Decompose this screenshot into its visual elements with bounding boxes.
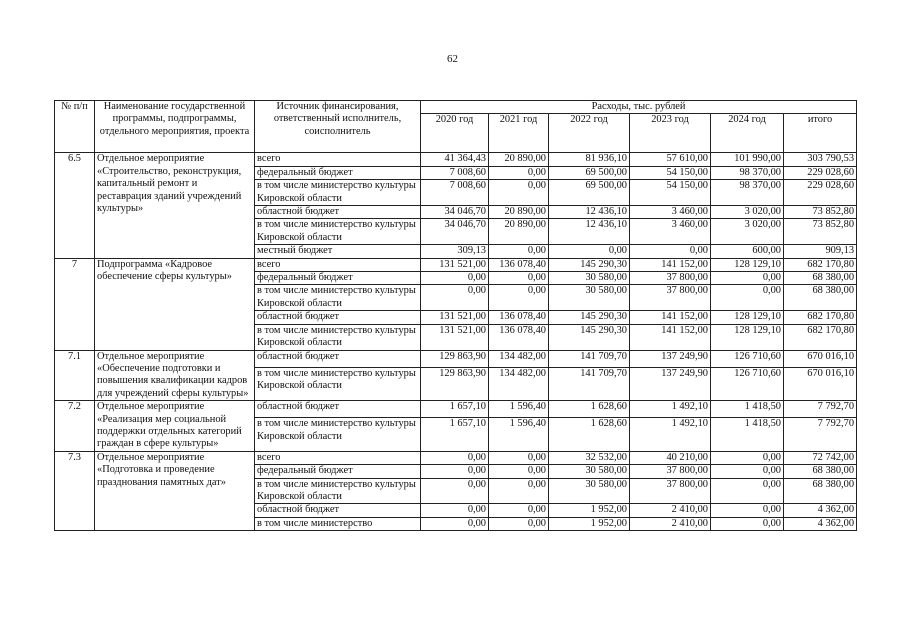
amount-cell: 134 482,00 [489, 367, 549, 400]
amount-cell: 0,00 [630, 245, 711, 258]
amount-cell: 37 800,00 [630, 465, 711, 478]
amount-cell: 141 709,70 [549, 367, 630, 400]
amount-cell: 141 709,70 [549, 350, 630, 367]
amount-cell: 0,00 [549, 245, 630, 258]
funding-source: всего [255, 153, 421, 166]
amount-cell: 0,00 [489, 517, 549, 530]
amount-cell: 37 800,00 [630, 478, 711, 504]
total-cell: 73 852,80 [784, 219, 857, 245]
amount-cell: 57 610,00 [630, 153, 711, 166]
amount-cell: 0,00 [421, 478, 489, 504]
amount-cell: 0,00 [421, 517, 489, 530]
table-row [55, 401, 857, 418]
funding-source: федеральный бюджет [255, 272, 421, 285]
amount-cell: 126 710,60 [711, 350, 784, 367]
budget-table [54, 100, 857, 531]
funding-source: областной бюджет [255, 350, 421, 367]
funding-source: всего [255, 451, 421, 464]
total-cell: 229 028,60 [784, 166, 857, 179]
total-cell: 670 016,10 [784, 367, 857, 400]
total-cell: 73 852,80 [784, 206, 857, 219]
amount-cell: 0,00 [489, 465, 549, 478]
amount-cell: 0,00 [489, 180, 549, 206]
table-row [55, 258, 857, 271]
total-cell: 682 170,80 [784, 324, 857, 350]
amount-cell: 69 500,00 [549, 166, 630, 179]
amount-cell: 0,00 [711, 517, 784, 530]
amount-cell: 2 410,00 [630, 504, 711, 517]
amount-cell: 1 657,10 [421, 401, 489, 418]
amount-cell: 7 008,60 [421, 166, 489, 179]
amount-cell: 98 370,00 [711, 180, 784, 206]
amount-cell: 129 863,90 [421, 350, 489, 367]
amount-cell: 145 290,30 [549, 311, 630, 324]
amount-cell: 1 596,40 [489, 418, 549, 451]
amount-cell: 128 129,10 [711, 258, 784, 271]
header-num: № п/п [55, 101, 95, 153]
amount-cell: 34 046,70 [421, 206, 489, 219]
total-cell: 4 362,00 [784, 517, 857, 530]
amount-cell: 0,00 [711, 504, 784, 517]
amount-cell: 1 418,50 [711, 418, 784, 451]
amount-cell: 136 078,40 [489, 258, 549, 271]
amount-cell: 129 863,90 [421, 367, 489, 400]
amount-cell: 136 078,40 [489, 311, 549, 324]
amount-cell: 0,00 [711, 451, 784, 464]
header-expenses: Расходы, тыс. рублей [421, 101, 857, 114]
amount-cell: 1 657,10 [421, 418, 489, 451]
amount-cell: 30 580,00 [549, 285, 630, 311]
amount-cell: 309,13 [421, 245, 489, 258]
amount-cell: 0,00 [421, 272, 489, 285]
amount-cell: 145 290,30 [549, 258, 630, 271]
amount-cell: 37 800,00 [630, 285, 711, 311]
page-number: 62 [447, 53, 458, 65]
row-number: 7.2 [55, 401, 95, 452]
row-number: 7.3 [55, 451, 95, 530]
total-cell: 682 170,80 [784, 311, 857, 324]
header-source: Источник финансирования, ответственный исполнитель, соисполнитель [255, 101, 421, 153]
amount-cell: 0,00 [421, 451, 489, 464]
amount-cell: 0,00 [421, 465, 489, 478]
header-year: 2021 год [489, 114, 549, 153]
measure-name: Отдельное мероприятие «Реализация мер социальной поддержки отдельных категорий граждан в сфере культуры» [95, 401, 255, 452]
total-cell: 68 380,00 [784, 272, 857, 285]
measure-name: Отдельное мероприятие «Обеспечение подготовки и повышения квалификации кадров для учреждений сферы культуры» [95, 350, 255, 401]
funding-source: федеральный бюджет [255, 465, 421, 478]
total-cell: 7 792,70 [784, 401, 857, 418]
amount-cell: 134 482,00 [489, 350, 549, 367]
funding-source: областной бюджет [255, 401, 421, 418]
header-year: 2020 год [421, 114, 489, 153]
amount-cell: 137 249,90 [630, 367, 711, 400]
row-number: 6.5 [55, 153, 95, 258]
amount-cell: 1 492,10 [630, 401, 711, 418]
amount-cell: 141 152,00 [630, 311, 711, 324]
amount-cell: 7 008,60 [421, 180, 489, 206]
amount-cell: 128 129,10 [711, 324, 784, 350]
amount-cell: 20 890,00 [489, 219, 549, 245]
amount-cell: 34 046,70 [421, 219, 489, 245]
amount-cell: 0,00 [489, 451, 549, 464]
table-row [55, 153, 857, 166]
funding-source: областной бюджет [255, 504, 421, 517]
total-cell: 72 742,00 [784, 451, 857, 464]
funding-source: в том числе министерство культуры Кировской области [255, 367, 421, 400]
table-row [55, 451, 857, 464]
table-body [55, 153, 857, 531]
amount-cell: 0,00 [711, 285, 784, 311]
amount-cell: 2 410,00 [630, 517, 711, 530]
amount-cell: 141 152,00 [630, 324, 711, 350]
amount-cell: 12 436,10 [549, 219, 630, 245]
amount-cell: 37 800,00 [630, 272, 711, 285]
amount-cell: 32 532,00 [549, 451, 630, 464]
header-year: 2023 год [630, 114, 711, 153]
amount-cell: 131 521,00 [421, 324, 489, 350]
header-year: 2022 год [549, 114, 630, 153]
funding-source: областной бюджет [255, 206, 421, 219]
amount-cell: 101 990,00 [711, 153, 784, 166]
header-row-top [55, 101, 857, 114]
amount-cell: 69 500,00 [549, 180, 630, 206]
amount-cell: 3 020,00 [711, 219, 784, 245]
total-cell: 68 380,00 [784, 465, 857, 478]
measure-name: Отдельное мероприятие «Строительство, реконструкция, капитальный ремонт и реставрация зданий учреждений культуры» [95, 153, 255, 258]
amount-cell: 20 890,00 [489, 206, 549, 219]
amount-cell: 0,00 [421, 504, 489, 517]
funding-source: в том числе министерство культуры Кировской области [255, 219, 421, 245]
amount-cell: 0,00 [489, 504, 549, 517]
total-cell: 7 792,70 [784, 418, 857, 451]
total-cell: 4 362,00 [784, 504, 857, 517]
amount-cell: 1 492,10 [630, 418, 711, 451]
header-name: Наименование государственной программы, подпрограммы, отдельного мероприятия, проекта [95, 101, 255, 153]
amount-cell: 30 580,00 [549, 478, 630, 504]
funding-source: в том числе министерство культуры Кировской области [255, 418, 421, 451]
total-cell: 909,13 [784, 245, 857, 258]
total-cell: 303 790,53 [784, 153, 857, 166]
amount-cell: 1 418,50 [711, 401, 784, 418]
amount-cell: 98 370,00 [711, 166, 784, 179]
table-row [55, 350, 857, 367]
amount-cell: 1 628,60 [549, 418, 630, 451]
header-total: итого [784, 114, 857, 153]
total-cell: 670 016,10 [784, 350, 857, 367]
amount-cell: 131 521,00 [421, 311, 489, 324]
amount-cell: 128 129,10 [711, 311, 784, 324]
funding-source: всего [255, 258, 421, 271]
amount-cell: 141 152,00 [630, 258, 711, 271]
funding-source: областной бюджет [255, 311, 421, 324]
amount-cell: 600,00 [711, 245, 784, 258]
row-number: 7 [55, 258, 95, 350]
amount-cell: 0,00 [711, 465, 784, 478]
funding-source: в том числе министерство культуры Кировской области [255, 180, 421, 206]
amount-cell: 1 628,60 [549, 401, 630, 418]
amount-cell: 3 460,00 [630, 206, 711, 219]
funding-source: в том числе министерство культуры Кировской области [255, 478, 421, 504]
amount-cell: 30 580,00 [549, 465, 630, 478]
measure-name: Отдельное мероприятие «Подготовка и проведение празднования памятных дат» [95, 451, 255, 530]
amount-cell: 136 078,40 [489, 324, 549, 350]
amount-cell: 0,00 [489, 245, 549, 258]
amount-cell: 0,00 [489, 272, 549, 285]
amount-cell: 145 290,30 [549, 324, 630, 350]
amount-cell: 81 936,10 [549, 153, 630, 166]
amount-cell: 41 364,43 [421, 153, 489, 166]
funding-source: в том числе министерство культуры Кировской области [255, 324, 421, 350]
total-cell: 68 380,00 [784, 478, 857, 504]
total-cell: 68 380,00 [784, 285, 857, 311]
amount-cell: 0,00 [489, 166, 549, 179]
measure-name: Подпрограмма «Кадровое обеспечение сферы культуры» [95, 258, 255, 350]
amount-cell: 0,00 [421, 285, 489, 311]
amount-cell: 12 436,10 [549, 206, 630, 219]
amount-cell: 54 150,00 [630, 166, 711, 179]
amount-cell: 0,00 [711, 478, 784, 504]
amount-cell: 20 890,00 [489, 153, 549, 166]
amount-cell: 131 521,00 [421, 258, 489, 271]
amount-cell: 1 952,00 [549, 517, 630, 530]
funding-source: федеральный бюджет [255, 166, 421, 179]
total-cell: 229 028,60 [784, 180, 857, 206]
amount-cell: 137 249,90 [630, 350, 711, 367]
funding-source: местный бюджет [255, 245, 421, 258]
amount-cell: 126 710,60 [711, 367, 784, 400]
funding-source: в том числе министерство [255, 517, 421, 530]
amount-cell: 40 210,00 [630, 451, 711, 464]
row-number: 7.1 [55, 350, 95, 401]
amount-cell: 1 952,00 [549, 504, 630, 517]
funding-source: в том числе министерство культуры Кировской области [255, 285, 421, 311]
amount-cell: 30 580,00 [549, 272, 630, 285]
amount-cell: 0,00 [489, 478, 549, 504]
amount-cell: 0,00 [489, 285, 549, 311]
header-year: 2024 год [711, 114, 784, 153]
total-cell: 682 170,80 [784, 258, 857, 271]
amount-cell: 3 020,00 [711, 206, 784, 219]
amount-cell: 0,00 [711, 272, 784, 285]
amount-cell: 1 596,40 [489, 401, 549, 418]
amount-cell: 54 150,00 [630, 180, 711, 206]
amount-cell: 3 460,00 [630, 219, 711, 245]
